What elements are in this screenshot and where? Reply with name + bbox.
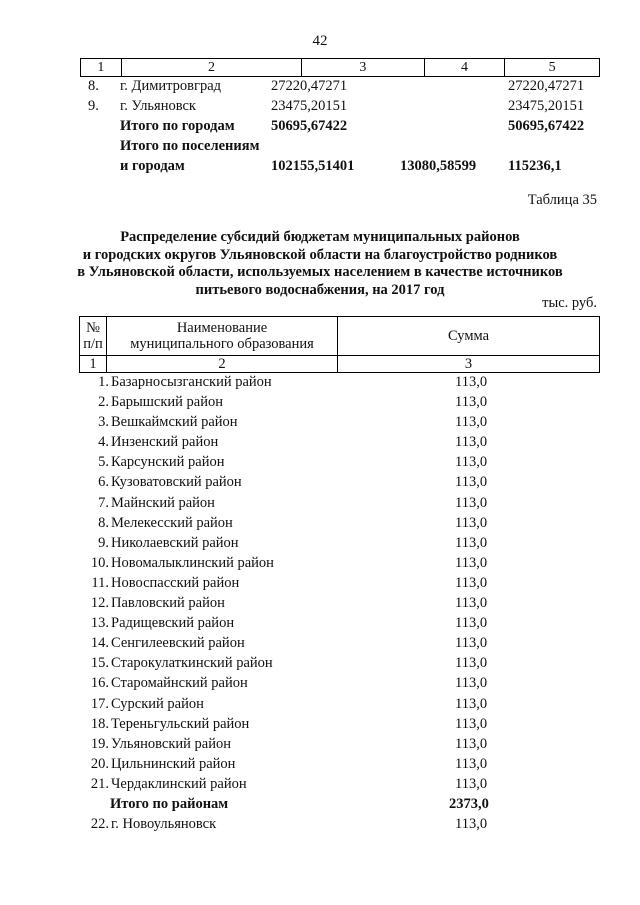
- table-row: [79, 633, 599, 653]
- row-number: 12.: [90, 595, 109, 612]
- row-name: Старокулаткинский район: [111, 655, 273, 672]
- row-value: 113,0: [455, 454, 488, 471]
- row-number: 15.: [90, 655, 109, 672]
- top-table-row: [80, 76, 600, 96]
- col-number-3: 3: [464, 356, 473, 372]
- row-col5: 50695,67422: [508, 118, 585, 134]
- header-name-line1: Наименование: [176, 320, 268, 336]
- title-line: Распределение субсидий бюджетам муниципальных районов: [120, 229, 520, 245]
- row-value: 113,0: [455, 615, 488, 632]
- top-header-col-3: 3: [302, 59, 425, 76]
- total-row: [79, 794, 599, 814]
- row-name: Кузоватовский район: [111, 474, 242, 491]
- row-name: Майнский район: [111, 494, 215, 511]
- table-label: Таблица 35: [527, 192, 597, 208]
- row-value: 113,0: [455, 775, 488, 792]
- top-header-col-5: 5: [548, 60, 556, 75]
- row-name: Новоспасский район: [111, 574, 240, 591]
- row-number: 22.: [90, 816, 109, 833]
- title-line: в Ульяновской области, используемых населением в качестве источников: [77, 264, 563, 280]
- row-value: 113,0: [455, 514, 488, 531]
- row-value: 113,0: [455, 414, 488, 431]
- row-value: 113,0: [455, 595, 488, 612]
- row-value: 113,0: [455, 635, 488, 652]
- row-number: 5.: [98, 454, 109, 471]
- row-value: 113,0: [455, 534, 488, 551]
- row-value: 113,0: [455, 574, 488, 591]
- row-value: 113,0: [455, 434, 488, 451]
- row-number: 14.: [90, 635, 109, 652]
- row-number: 16.: [90, 675, 109, 692]
- table-row: [79, 754, 599, 774]
- row-value: 113,0: [455, 554, 488, 571]
- row-number: 1.: [98, 374, 109, 390]
- row-name: Николаевский район: [111, 534, 239, 551]
- top-table-body: [80, 76, 600, 176]
- title-line: питьевого водоснабжения, на 2017 год: [195, 281, 445, 298]
- total-value: 2373,0: [449, 795, 489, 812]
- row-value: 113,0: [455, 735, 488, 752]
- header-name-cell: [107, 317, 338, 355]
- row-col3: 23475,20151: [271, 98, 348, 114]
- table-row: [79, 613, 599, 633]
- row-value: 113,0: [455, 816, 488, 833]
- table-title: [40, 229, 600, 299]
- units-label: тыс. руб.: [542, 295, 597, 311]
- row-number: 11.: [91, 574, 109, 591]
- row-name: Цильнинский район: [111, 755, 236, 772]
- row-col3: 27220,47271: [271, 78, 348, 94]
- row-number: 4.: [98, 434, 109, 451]
- table-row: [79, 493, 599, 513]
- table-row: [79, 694, 599, 714]
- row-value: 113,0: [455, 755, 488, 772]
- table-row: [79, 412, 599, 432]
- top-header-col-1: 1: [81, 59, 122, 76]
- row-name: Барышский район: [111, 394, 223, 411]
- row-value: 113,0: [455, 715, 488, 732]
- main-table-body: [79, 372, 599, 834]
- row-number: 9.: [98, 534, 109, 551]
- top-header-col-2: 2: [122, 59, 302, 76]
- row-number: 21.: [90, 775, 109, 792]
- table-row: [79, 432, 599, 452]
- table-row: [79, 814, 599, 834]
- header-number-cell: [80, 317, 107, 355]
- row-number: 9.: [88, 98, 99, 114]
- row-name: Чердаклинский район: [111, 775, 247, 792]
- table-row: [79, 452, 599, 472]
- row-name: г. Ульяновск: [120, 98, 196, 114]
- row-name: г. Димитровград: [120, 78, 222, 94]
- row-col3: 102155,51401: [271, 158, 355, 174]
- row-number: 8.: [98, 514, 109, 531]
- row-number: 10.: [90, 554, 109, 571]
- row-name: и городам: [120, 158, 185, 174]
- row-number: 7.: [98, 494, 109, 511]
- table-row: [79, 714, 599, 734]
- row-name: Итого по поселениям: [120, 138, 260, 154]
- row-value: 113,0: [455, 474, 488, 491]
- row-number: 18.: [90, 715, 109, 732]
- header-number-line1: №: [86, 320, 100, 336]
- top-table-row: [80, 136, 600, 156]
- row-name: Инзенский район: [111, 434, 219, 451]
- table-row: [79, 533, 599, 553]
- top-table-header: [80, 58, 600, 77]
- row-name: Вешкаймский район: [111, 414, 238, 431]
- row-number: 20.: [90, 755, 109, 772]
- row-name: Старомайнский район: [111, 675, 248, 692]
- row-number: 2.: [98, 394, 109, 411]
- top-header-col-4: 4: [425, 59, 506, 76]
- table-row: [79, 472, 599, 492]
- row-name: Базарносызганский район: [111, 374, 272, 390]
- table-row: [79, 593, 599, 613]
- table-row: [79, 372, 599, 392]
- row-number: 19.: [90, 735, 109, 752]
- row-number: 3.: [98, 414, 109, 431]
- row-name: г. Новоульяновск: [111, 816, 217, 833]
- col-number-2: 2: [107, 356, 338, 372]
- row-value: 113,0: [455, 374, 488, 390]
- row-name: Павловский район: [111, 595, 225, 612]
- table-row: [79, 392, 599, 412]
- top-table-row: [80, 116, 600, 136]
- header-name-line2: муниципального образования: [130, 336, 314, 352]
- header-sum-cell: Сумма: [447, 328, 490, 344]
- top-table-row: [80, 96, 600, 116]
- row-name: Сенгилеевский район: [111, 635, 245, 652]
- table-row: [79, 573, 599, 593]
- row-col3: 50695,67422: [271, 118, 348, 134]
- row-value: 113,0: [455, 675, 488, 692]
- row-value: 113,0: [455, 695, 488, 712]
- row-value: 113,0: [455, 394, 488, 411]
- row-number: 8.: [88, 78, 99, 94]
- row-number: 6.: [98, 474, 109, 491]
- table-row: [79, 513, 599, 533]
- row-col5: 27220,47271: [508, 78, 585, 94]
- page-number: 42: [312, 33, 328, 49]
- row-value: 113,0: [455, 494, 488, 511]
- row-col5: 115236,1: [508, 158, 562, 174]
- top-table-row: [80, 156, 600, 176]
- row-name: Мелекесский район: [111, 514, 233, 531]
- row-name: Тереньгульский район: [111, 715, 250, 732]
- total-label: Итого по районам: [110, 795, 229, 812]
- main-table-header: [79, 316, 600, 373]
- row-number: 17.: [90, 695, 109, 712]
- row-name: Радищевский район: [111, 615, 235, 632]
- row-name: Карсунский район: [111, 454, 225, 471]
- row-col4: 13080,58599: [400, 158, 477, 174]
- table-row: [79, 734, 599, 754]
- header-number-line2: п/п: [83, 336, 103, 352]
- table-row: [79, 553, 599, 573]
- table-row: [79, 653, 599, 673]
- row-name: Сурский район: [111, 695, 204, 712]
- row-col5: 23475,20151: [508, 98, 585, 114]
- row-number: 13.: [90, 615, 109, 632]
- title-line: и городских округов Ульяновской области на благоустройство родников: [82, 246, 558, 263]
- row-value: 113,0: [455, 655, 488, 672]
- col-number-1: 1: [80, 356, 107, 372]
- table-row: [79, 673, 599, 693]
- row-name: Новомалыклинский район: [111, 554, 274, 571]
- row-name: Ульяновский район: [111, 735, 232, 752]
- table-row: [79, 774, 599, 794]
- row-name: Итого по городам: [120, 118, 235, 134]
